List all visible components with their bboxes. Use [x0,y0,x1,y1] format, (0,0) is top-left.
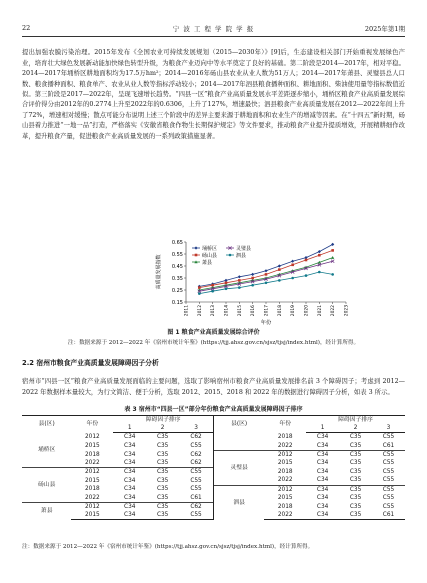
data-point [305,274,308,277]
year-cell: 2015 [84,477,100,484]
factor-cell: C34 [124,460,136,467]
year-cell: 2018 [84,486,100,493]
table-caption: 表 3 宿州市“四县一区”部分年份粮食产业高质量发展障碍因子排序 [124,406,303,413]
legend-label: 灵璧县 [236,245,252,252]
data-point [318,250,321,253]
year-cell: 2018 [277,468,293,475]
table-row [22,450,405,459]
obstacle-factor-table [22,415,405,520]
section-heading: 2.2 宿州市粮食产业高质量发展障碍因子分析 [22,359,159,367]
legend-label: 埇桥区 [202,245,218,252]
factor-cell: C55 [372,450,405,459]
factor-cell: C34 [113,503,146,512]
year-cell: 2018 [84,451,100,458]
factor-cell: C35 [339,485,372,494]
factor-cell: C35 [156,451,169,458]
y-tick-label: 0.55 [171,251,183,258]
year-cell: 2018 [277,434,293,441]
factor-cell: C35 [349,460,362,467]
data-point [278,279,281,282]
x-tick-label: 2018 [277,305,283,317]
year-cell: 2012 [264,485,306,494]
page-number: 22 [22,24,31,32]
data-point [238,286,241,289]
data-point [331,243,334,246]
factor-cell: C34 [113,511,146,520]
factor-cell: C55 [190,477,202,484]
data-point [291,277,294,280]
county-cell: 埇桥区 [37,446,56,453]
factor-cell: C35 [156,442,169,449]
factor-cell: C34 [124,442,136,449]
data-point [291,264,294,267]
year-cell: 2022 [84,460,100,467]
factor-cell: C34 [316,468,329,475]
factor-cell: C34 [316,460,329,467]
data-point [278,268,281,271]
data-point [291,260,294,263]
year-cell: 2012 [84,434,100,441]
col-header-rank: 1 [113,424,146,433]
factor-cell: C34 [306,485,339,494]
year-cell: 2012 [71,468,113,477]
data-point [318,254,321,257]
year-cell: 2015 [277,460,293,467]
x-tick-label: 2017 [264,305,270,317]
y-tick-label: 0.35 [171,275,183,282]
body-paragraph-1: 提出加强农膜污染治理。2015年发布《全国农业可持续发展规划（2015—2030年）》[9]后，生态建设相关部门开始重视发展绿色产业，培育壮大绿色发展新动能加快绿色转型升级，为粮食产业迈向中等水平奠定了良好的基础。第二阶段是2014—2017年，相对平稳。2014—2017年埇桥区耕地面积均为17.5万hm²；2014—2016年砀山县农业从业人数为51万人；2014—2017年萧县、灵璧县总人口数、粮食播种面积、粮食单产、农业从业人数等指标浮动较小；2014—2017年泗县粮食播种面积、耕地面积、柴油使用量等指标数值近似。第三阶段是2017—2022年，呈现飞速增长趋势。“四县一区”粮食产业高质量发展水平差距逐步缩小，埇桥区粮食产业高质量发展综合评价得分由2012年的0.2774上升至2022年的0.6306，上升了127%，增速最快；泗县粮食产业高质量发展在2012—2022年间上升了72%，增速相对缓慢；散点可能分布说明上述三个阶段中的差异主要来源于耕地面积和农业生产的增减等因素。在“十四五”新时期，砀山县着力推进“一地一品”打造，严格落实《安徽省粮食作物生长期保护规定》等文件要求，推动粮食产业提升提质增效，开展精耕细作改革，提升粮食产量，促进粮食产业高质量发展的一系列政策措施显著。 [22,49,405,140]
factor-cell: C34 [124,494,136,501]
line-chart [150,240,350,325]
data-point [225,288,228,291]
x-tick-label: 2019 [291,305,297,317]
factor-cell: C62 [179,503,213,512]
factor-cell: C62 [190,451,202,458]
factor-cell: C34 [113,468,146,477]
factor-cell: C55 [382,460,395,467]
table-row [22,485,405,494]
data-point [229,254,232,257]
factor-cell: C35 [339,450,372,459]
x-tick-label: 2022 [331,305,337,317]
x-tick-label: 2016 [251,305,257,317]
county-cell: 萧县 [22,503,71,520]
factor-cell: C35 [156,460,169,467]
legend-label: 泗县 [236,252,247,259]
factor-cell: C35 [349,434,362,441]
factor-cell: C34 [316,442,329,449]
factor-cell: C35 [146,503,179,512]
data-point [211,290,214,293]
county-cell: 砀山县 [22,468,71,503]
factor-cell: C55 [382,468,395,475]
factor-cell: C55 [382,477,395,484]
journal-title: 宁 波 工 程 学 院 学 报 [172,25,255,33]
factor-cell: C55 [179,468,213,477]
year-cell: 2022 [277,477,293,484]
factor-cell: C35 [339,511,372,520]
factor-cell: C35 [349,495,362,502]
x-tick-label: 2015 [237,305,243,317]
factor-cell: C35 [349,442,362,449]
table-row [22,433,405,442]
data-point [238,275,241,278]
data-point [195,254,198,257]
factor-cell: C34 [124,486,136,493]
year-cell: 2015 [84,442,100,449]
x-tick-label: 2014 [224,305,230,317]
x-tick-label: 2020 [304,305,310,317]
issue-label: 2025年第1期 [364,25,405,33]
data-point [331,256,334,259]
factor-cell: C35 [156,477,169,484]
factor-cell: C61 [190,494,202,501]
figure-1-chart [150,240,350,325]
factor-cell: C34 [316,495,329,502]
factor-cell: C34 [316,434,329,441]
y-tick-label: 0.15 [171,299,183,306]
county-cell: 灵璧县 [213,450,264,485]
factor-cell: C34 [316,503,329,510]
data-point [318,271,321,274]
col-header-year: 年份 [264,416,306,433]
col-header-rank: 2 [339,424,372,433]
factor-cell: C61 [382,442,395,449]
factor-cell: C35 [349,468,362,475]
year-cell: 2012 [71,503,113,512]
y-axis-label: 高质量发展指数 [156,254,162,290]
data-point [198,292,201,295]
data-point [251,273,254,276]
data-point [305,259,308,262]
x-tick-label: 2012 [197,305,203,317]
data-point [194,246,197,249]
factor-cell: C55 [190,486,202,493]
factor-cell: C34 [124,477,136,484]
col-header-year: 年份 [71,416,113,433]
year-cell: 2012 [264,450,306,459]
factor-cell: C35 [146,468,179,477]
factor-cell: C55 [382,434,395,441]
factor-cell: C55 [382,495,395,502]
series-line [199,244,332,286]
table-note: 注：数据来源于 2012—2022 年《宿州市统计年鉴》(https://tjj.ahsz.gov.cn/sjsz/tjsj/index.html)，经计算所得。 [22,544,314,550]
x-tick-label: 2011 [184,305,190,317]
legend-label: 砀山县 [202,252,218,259]
year-cell: 2018 [277,503,293,510]
factor-cell: C55 [179,511,213,520]
county-cell [213,433,264,450]
x-tick-label: 2021 [317,305,323,317]
factor-cell: C62 [190,434,202,441]
factor-cell: C55 [372,485,405,494]
year-cell: 2015 [277,495,293,502]
factor-cell: C34 [124,451,136,458]
col-header-county: 县(区) [22,416,71,433]
page-header [22,24,405,36]
factor-cell: C34 [306,450,339,459]
figure-note: 注：数据来源于 2012—2022 年《宿州市统计年鉴》(https://tjj.ahsz.gov.cn/sjsz/tjsj/index.html)，经计算所得。 [67,340,360,346]
col-header-rank-group: 障碍因子排序 [113,416,213,425]
data-point [331,273,334,276]
factor-cell: C34 [124,434,136,441]
factor-cell: C35 [156,434,169,441]
factor-cell: C34 [306,511,339,520]
factor-cell: C55 [382,503,395,510]
factor-cell: C35 [349,503,362,510]
col-header-rank: 1 [306,424,339,433]
data-point [265,282,268,285]
data-point [265,273,268,276]
x-axis-label: 年份 [260,320,272,325]
factor-cell: C35 [156,494,169,501]
factor-cell: C62 [190,460,202,467]
figure-caption: 图 1 粮食产业高质量发展综合评价 [167,329,260,336]
body-paragraph-2: 宿州市“四县一区”粮食产业高质量发展面临的主要问题，选取了影响宿州市粮食产业高质量发展排名前 3 个障碍因子；考虑到 2012—2022 年数据样本量较大，为行文简洁、便于分析，选取 2012、2015、2018 和 2022 年的数据进行障碍因子分析，如表 3 所示。 [22,378,405,396]
year-cell: 2022 [277,442,293,449]
data-point [278,264,281,267]
y-tick-label: 0.45 [171,263,183,270]
x-tick-label: 2013 [211,305,217,317]
year-cell: 2015 [71,511,113,520]
year-cell: 2022 [264,511,306,520]
x-tick-label: 2023 [344,305,350,317]
factor-cell: C55 [190,442,202,449]
col-header-rank: 2 [146,424,179,433]
factor-cell: C34 [316,477,329,484]
data-point [331,249,334,252]
col-header-county: 县(区) [213,416,264,433]
legend-label: 萧县 [202,259,213,266]
y-tick-label: 0.25 [171,287,183,294]
factor-cell: C61 [372,511,405,520]
col-header-rank: 3 [179,424,213,433]
factor-cell: C35 [349,477,362,484]
col-header-rank: 3 [372,424,405,433]
y-tick-label: 0.65 [171,240,183,246]
factor-cell: C35 [156,486,169,493]
data-point [251,284,254,287]
factor-cell: C35 [146,511,179,520]
county-cell: 泗县 [213,485,264,520]
col-header-rank-group: 障碍因子排序 [306,416,405,425]
data-point [264,269,267,272]
year-cell: 2022 [84,494,100,501]
header-rule [22,36,405,37]
